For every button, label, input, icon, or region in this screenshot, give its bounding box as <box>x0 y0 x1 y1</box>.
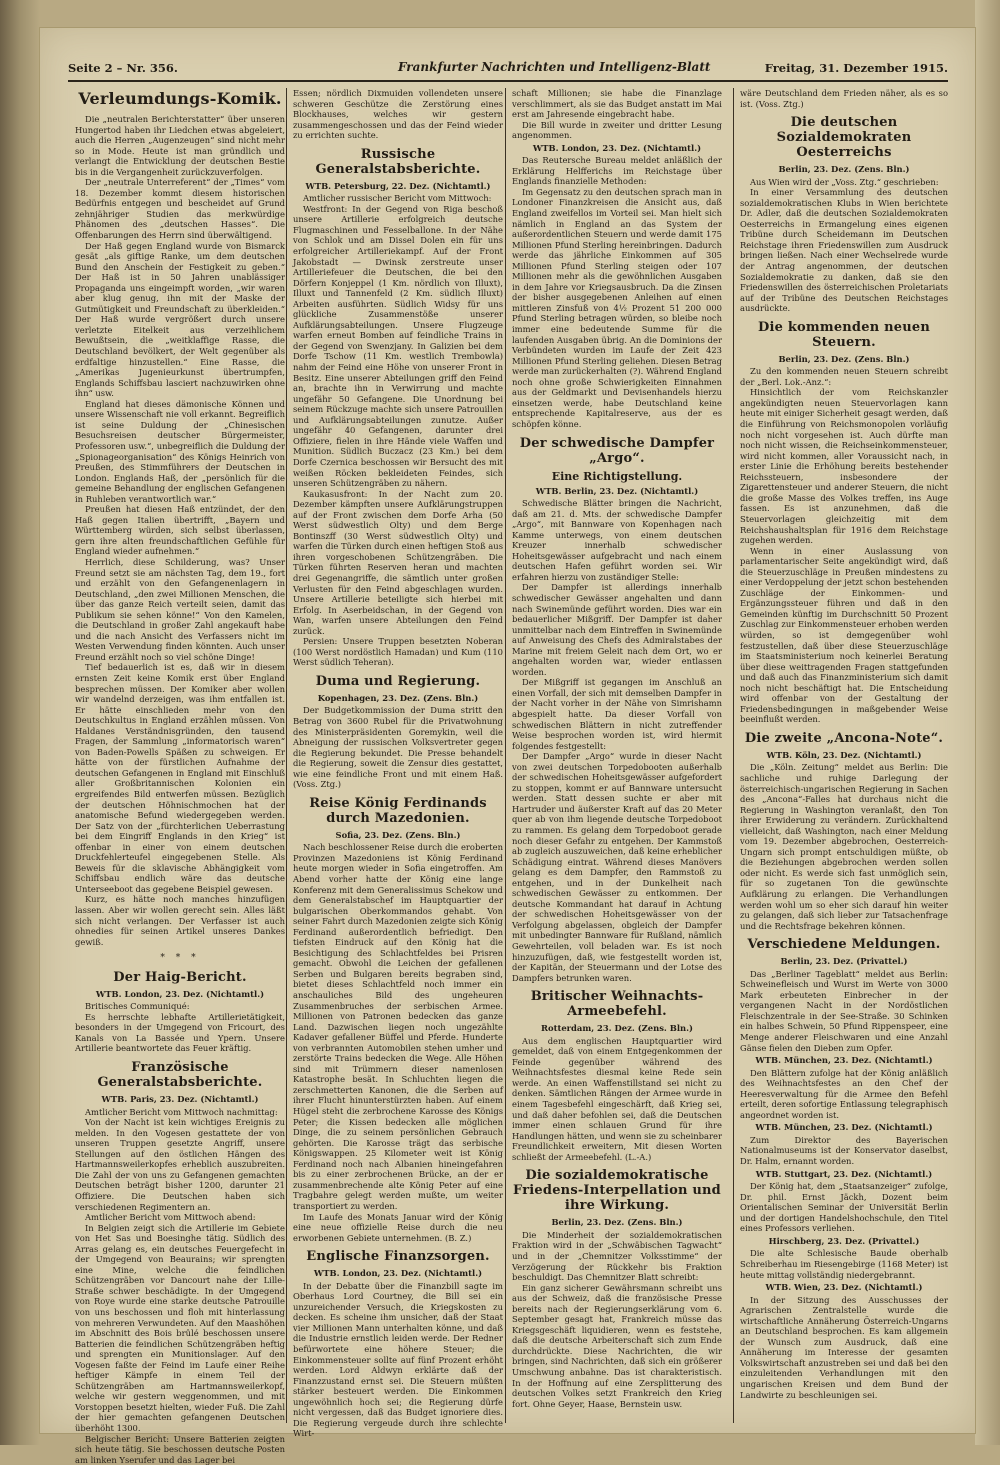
dateline: WTB. Wien, 23. Dez. (Nichtamtl.) <box>765 1282 923 1293</box>
paragraph: England hat dieses dämonische Können und unsere Wissenschaft nie voll erkannt. Begreiflich ist seine Duldung der „Chinesischen Besuchsreisen deutscher Bürgermeister, Professoren usw.“, unbegreiflich die Duldung der „Spionageorganisation“ des Königs Heinrich von Preußen, des Stimmführers der Deutschen in London. Englands Haß, der „persönlich für die gemeine Behandlung der englischen Gefangenen in Ruhleben verantwortlich war.“ <box>75 398 285 504</box>
paragraph: Der Dampfer „Argo“ wurde in dieser Nacht von zwei deutschen Torpedobooten außerhalb der schwedischen Hoheitsgewässer aufgefordert zu stoppen, kommt er auf Bannware untersucht werden. Statt dessen suchte er aber mit Hartruder und äußerster Kraft auf das 20 Meter quer ab von ihm liegende deutsche Torpedoboot zu rammen. Es gelang dem Torpedoboot gerade noch dieser Gefahr zu entgehen. Der Kammstoß ab zugleich auszuweichen, daß keine erheblicher Schädigung eintrat. Während dieses Manövers gelang es dem Dampfer, den Rammstoß zu entgehen, und in der Dunkelheit nach schwedischen Gewässer zu entkommen. Der deutsche Kommandant hat darauf in Achtung der schwedischen Hoheitsgewässer von der Verfolgung abgelassen, obgleich der Dampfer mit unbedingter Bannware für Rußland, nämlich Gewehrteilen, voll beladen war. Es ist noch hinzuzufügen, daß, wie festgestellt worden ist, der Kapitän, der Steuermann und der Lotse des Dampfers betrunken waren. <box>512 751 722 983</box>
dateline: WTB. London, 23. Dez. (Nichtamtl.) <box>95 988 265 999</box>
article-title: Französische Generalstabsberichte. <box>97 1060 263 1091</box>
dateline: WTB. London, 23. Dez. (Nichtamtl.) <box>532 142 702 153</box>
article-title: Die zweite „Ancona-Note“. <box>744 730 944 746</box>
paragraph: Aus Wien wird der „Voss. Ztg.“ geschrieben: <box>750 176 939 187</box>
dateline: Berlin, 23. Dez. (Zens. Bln.) <box>551 1217 683 1228</box>
paragraph: Der „neutrale Unterreferent“ der „Times“ vom 18. Dezember kommt diesem historischen Bedürfnis entgegen und bescheidet auf Grund zehnjähriger Studien das merkwürdige Phänomen des „deutschen Hasses“. Die Offenbarungen des Herrn sind überwältigend. <box>75 177 285 241</box>
dateline: WTB. Stuttgart, 23. Dez. (Nichtamtl.) <box>755 1168 933 1179</box>
paragraph: wäre Deutschland dem Frieden näher, als es so ist. (Voss. Ztg.) <box>740 88 948 109</box>
dateline: WTB. München, 23. Dez. (Nichtamtl.) <box>755 1055 933 1066</box>
dateline: Rotterdam, 23. Dez. (Zens. Bln.) <box>541 1023 693 1034</box>
dateline: Kopenhagen, 23. Dez. (Zens. Bln.) <box>317 692 479 703</box>
paragraph: Preußen hat diesen Haß entzündet, der den Haß gegen Italien übertrifft, „Bayern und Württemberg würden, sich selbst überlassen, gern ihre alten freundschaftlichen Gefühle für England wieder aufnehmen.“ <box>75 504 285 557</box>
paragraph: In der Debatte über die Finanzbill sagte im Oberhaus Lord Courtney, die Bill sei ein unzureichender Versuch, die Kriegskosten zu decken. Es scheine ihm unsicher, daß der Staat vier Millionen Mann unterhalten könne, und daß die Industrie ernstlich leiden werde. Der Redner befürwortete eine höhere Steuer; die Einkommensteuer sollte auf fünf Prozent erhöht werden. Lord Aldwyn erklärte daß der Finanzzustand ernst sei. Die Steuern müßten stärker besteuert werden. Die Einkommen ungewöhnlich hoch sei; die Regierung dürfe nicht vergessen, daß das Budget ignoriere dies. Die Regierung vergeude durch ihre schlechte Wirt- <box>293 1280 503 1439</box>
column-4 <box>740 88 948 1423</box>
column-rule <box>286 88 287 1423</box>
separator-stars: * * * <box>160 953 200 964</box>
dateline: WTB. Paris, 23. Dez. (Nichtamtl.) <box>101 1094 259 1105</box>
paragraph: Der Mißgriff ist gegangen im Anschluß an einen Vorfall, der sich mit demselben Dampfer in der Nacht vorher in der Nähe von Simrishamn abgespielt hatte. Da dieser Vorfall von schwedischen Blättern in nicht zutreffender Weise besprochen worden ist, wird hiermit folgendes festgestellt: <box>512 677 722 751</box>
paragraph: Der König hat, dem „Staatsanzeiger“ zufolge, Dr. phil. Ernst Jäckh, Dozent beim Orientalischen Seminar der Universität Berlin und der dortigen Handelshochschule, den Titel eines Professors verliehen. <box>740 1181 948 1234</box>
paragraph: Im Laufe des Monats Januar wird der König eine neue offizielle Reise durch die neu erworbenen Gebiete unternehmen. (B. Z.) <box>293 1211 503 1243</box>
paragraph: In der Sitzung des Ausschusses der Agrarischen Zentralstelle wurde die wirtschaftliche Annäherung Österreich-Ungarns an Deutschland besprochen. Es kam allgemein der Wunsch zum Ausdruck, daß eine Annäherung im Interesse der gesamten Volkswirtschaft anzustreben sei und daß bei den einzuleitenden Verhandlungen mit den ungarischen Kreisen und dem Bund der Landwirte zu beschleunigen sei. <box>740 1294 948 1400</box>
dateline: WTB. London, 23. Dez. (Nichtamtl.) <box>313 1268 483 1279</box>
paragraph: Amtlicher Bericht vom Mittwoch abend: <box>85 1212 256 1223</box>
article-title: Englische Finanzsorgen. <box>306 1249 490 1265</box>
paragraph: Die Minderheit der sozialdemokratischen Fraktion wird in der „Schwäbischen Tagwacht“ und in der „Chemnitzer Volksstimme“ der Verzögerung der Rückkehr bis Fraktion beschuldigt. Das Chemnitzer Blatt schreibt: <box>512 1229 722 1283</box>
paragraph: Belgischer Bericht: Unsere Batterien zeigten sich heute tätig. Sie beschossen deutsche Posten am linken Yserufer und das Lager bei <box>75 1433 285 1465</box>
page-right-edge <box>975 0 1000 1445</box>
paragraph: Britisches Communiqué: <box>85 1001 190 1012</box>
paragraph: Nach beschlossener Reise durch die eroberten Provinzen Mazedoniens ist König Ferdinand heute morgen wieder in Sofia eingetroffen. Am Abend vorher hatte der König eine lange Konferenz mit dem Generalissimus Schekow und dem Generalstabschef im Hauptquartier der bulgarischen Oberkommandos gehabt. Von seiner Fahrt durch Mazedonien zeigte sich König Ferdinand außerordentlich befriedigt. Den tiefsten Eindruck auf den König hat die Besichtigung des Schlachtfeldes bei Prisren gemacht. Obwohl die Leichen der gefallenen Serben und Bulgaren bereits begraben sind, bietet dieses Schlachtfeld noch immer ein anschauliches Bild des ungeheuren Zusammenbruches der serbischen Armee. Millionen von Patronen bedecken das ganze Land. Dazwischen liegen noch ungezählte Kadaver gefallener Büffel und Pferde. Hunderte von verbrannten Automobilen stehen umher und zerstörte Trains bedecken die Wege. Alle Höhen sind mit Trümmern dieser namenlosen Katastrophe besät. In Schluchten liegen die zerschmetterten Kanonen, die die Serben auf ihrer Flucht hinunterstürzten haben. Auf einem Hügel steht die zerbrochene Karosse des Königs Peter; die Kissen bedecken alle möglichen Dinge, die zu seinem persönlichen Gebrauch gehörten. Die Karosse trägt das serbische Königswappen. 25 Kilometer weit ist König Ferdinand noch nach Albanien hineingefahren bis zu einer zerbrochenen Brücke, an der er zusammenbrechende alte König Peter auf eine Tragbahre gelegt werden mußte, um weiter transportiert zu werden. <box>293 842 503 1211</box>
article-title: Russische Generalstabsberichte. <box>315 146 481 177</box>
paragraph: Die „Köln. Zeitung“ meldet aus Berlin: Die sachliche und ruhige Darlegung der österreichisch-ungarischen Regierung in Sachen des „Ancona“-Falles hat durchaus nicht die Regierung in Washington veranlaßt, den Ton ihrer Erwiderung zu verändern. Zurückhaltend vielleicht, daß Washington, nach einer Meldung vom 19. Dezember abgebrochen, Oesterreich-Ungarn sich prompt entschuldigen müßte, ob die Beziehungen abgebrochen werden sollen oder nicht. Es werde sich fast unmöglich sein, für so zugetanen Ton die gewünschte Aufklärung zu erlangen. Die Verhandlungen werden wohl um so eher sich darauf hin weiter zu gelangen, daß sich lieber zur Tatsachenfrage und die Rechtsfrage bekehren können. <box>740 762 948 931</box>
column-rule <box>733 88 734 1423</box>
paragraph: Das „Berliner Tageblatt“ meldet aus Berlin: Schweinefleisch und Wurst im Werte von 3000 Mark erbeuteten Einbrecher in der vergangenen Nacht in der Nordöstlichen Fleischzentrale in der See-Straße. 30 Schinken ein halbes Schwein, 50 Pfund Rippenspeer, eine Menge anderer Fleischwaren und eine Anzahl Gänse fielen den Dieben zum Opfer. <box>740 968 948 1053</box>
column-3 <box>512 88 722 1423</box>
page-number: Seite 2 – Nr. 356. <box>68 61 178 75</box>
article-title: Britischer Weihnachts-Armeebefehl. <box>530 989 704 1020</box>
column-rule <box>505 88 506 1423</box>
issue-date: Freitag, 31. Dezember 1915. <box>764 61 948 75</box>
paragraph: schaft Millionen; sie habe die Finanzlage verschlimmert, als sie das Budget anstatt im Mai erst am Jahresende eingebracht habe. <box>512 88 722 120</box>
paragraph: Der Haß gegen England wurde von Bismarck gesät „als giftige Ranke, um dem deutschen Bund den Anschein der Festigkeit zu geben.“ Der Haß ist in 50 Jahren unablässiger Propaganda uns eingeimpft worden, „wir waren aber klug genug, ihn mit der Maske der Gutmütigkeit und Freundschaft zu überkleiden.“ Der Haß wurde vergrößert durch unsere verletzte Eitelkeit aus verzeihlichem Bewußtsein, die „weitklaffige Rasse, die Deutschland bevölkert, der Welt gegenüber als erdfaltige hinzustellen.“ Eine Rasse, die „Amerikas Jugenieurkunst übertrumpfen, Englands Schiffsbau lasciert nachzuwirken ohne ihn“ usw. <box>75 240 285 399</box>
paragraph: Die „neutralen Berichterstatter“ über unseren Hungertod haben ihr Liedchen etwas abgeleiert, auch die Herren „Augenzeugen“ sind nicht mehr so in Mode. Heute ist man gründlich und verlangt die Entwicklung der deutschen Bestie bis in die Vergangenheit zurückzuverfolgen. <box>75 114 285 177</box>
paragraph: Der Dampfer ist allerdings innerhalb schwedischer Gewässer angehalten und dann nach Swinemünde geführt worden. Dies war ein bedauerlicher Mißgriff. Der Dampfer ist daher unmittelbar nach dem Eintreffen in Swinemünde auf Anweisung des Chefs des Admiralstabes der Marine mit freiem Geleit nach dem Ort, wo er angehalten worden war, wieder entlassen worden. <box>512 582 722 677</box>
paragraph: Hinsichtlich der vom Reichskanzler angekündigten neuen Steuervorlagen kann heute mit einiger Sicherheit gesagt werden, daß die Einführung von Reichsmonopolen vorläufig noch nicht vorgesehen ist. Auch dürfte man noch nicht wissen, die Reichseinkommensteuer, wird nicht kommen, aller Voraussicht nach, in erster Linie die Erhöhung bereits bestehender Reichssteuern, insbesondere der Zigarettensteuer und anderer Steuern, die nicht die große Masse des Volkes treffen, ins Auge fassen. Es ist anzunehmen, daß die Steuervorlagen gleichzeitig mit dem Reichshaushaltsplan für 1916 dem Reichstage zugehen werden. <box>740 387 948 546</box>
paragraph: Zu den kommenden neuen Steuern schreibt der „Berl. Lok.-Anz.“: <box>740 366 948 387</box>
paragraph: Wenn in einer Auslassung von parlamentarischer Seite angekündigt wird, daß die Steuerzuschläge in Preußen mindestens zu einer Verdoppelung der jetzt schon bestehenden Zuschläge der Einkommen- und Ergänzungssteuer führen und daß in den Gemeinden künftig im Durchschnitt 50 Prozent Zuschlag zur Einkommensteuer erhoben werden würden, so ist demgegenüber wohl festzustellen, daß über diese Steuerzuschläge im Staatsministerium noch keinerlei Beratung über diese weittragenden Fragen stattgefunden und daß auch das Finanzministerium sich damit noch nicht beschäftigt hat. Die Entscheidung wird offenbar von der Gestaltung der Friedensbedingungen in maßgebender Weise beeinflußt werden. <box>740 545 948 725</box>
paragraph: Amtlicher Bericht vom Mittwoch nachmittag: <box>85 1106 278 1117</box>
column-1 <box>75 88 285 1465</box>
dateline: Berlin, 23. Dez. (Zens. Bln.) <box>778 164 910 175</box>
dateline: Berlin, 23. Dez. (Zens. Bln.) <box>778 353 910 364</box>
paragraph: Aus dem englischen Hauptquartier wird gemeldet, daß von einem Entgegenkommen der Feinde gegenüber während des Weihnachtsfestes diesmal keine Rede sein werde. An einen Waffenstillstand sei nicht zu denken. Sämtlichen Rängen der Armee wurde in einem Tagesbefehl eingeschärft, daß Krieg sei, und daß daher befohlen sei, daß die Deutschen immer einen schlauen Grund für ihre Handlungen hätten, und wenn sie zu scheinbarer Freundlichkeit erweitern, Mit diesen Worten schließt der Armeebefehl. (L.-A.) <box>512 1035 722 1162</box>
article-title: Verleumdungs-Komik. <box>78 89 282 108</box>
paragraph: Westfront: In der Gegend von Riga beschoß unsere Artillerie erfolgreich deutsche Flugmaschinen und Fesselballone. In der Nähe von Schlok und am Dissel Dolen ein für uns erfolgreicher Artilleriekampf. Auf der Front Jakobstadt — Dwinsk zerstreute unser Artilleriefeuer die Deutschen, die bei den Dörfern Konjeppel (1 Km. nördlich von Illuxt), Illuxt und Tannenfeld (2 Km. südlich Illuxt) Arbeiten ausführten. Südlich Widsy für uns glückliche Zusammenstöße unserer Aufklärungsabteilungen. Unsere Flugzeuge warfen erneut Bomben auf feindliche Trains in der Gegend von Swenzjany. In Galizien bei dem Dorfe Tschow (11 Km. westlich Trembowla) nahm der Feind eine Höhe von unserer Front in Besitz. Eine unserer Abteilungen griff den Feind an, brachte ihn in Verwirrung und machte ungefähr 50 Gefangene. Die Unordnung bei seinem Rückzuge machte sich unsere Patrouillen und Aufklärungsabteilungen zunutze. Außer ungefähr 40 Gefangenen, darunter drei Offiziere, fielen in ihre Hände viele Waffen und Munition. Südlich Buczacz (23 Km.) bei dem Dorfe Czernica beschossen wir Bersucht des mit weißen Röcken bekleideten Feindes, sich unseren Schützengräben zu nähern. <box>293 203 503 489</box>
dateline: WTB. München, 23. Dez. (Nichtamtl.) <box>755 1122 933 1133</box>
article-title: Die sozialdemokratische Friedens-Interpellation und ihre Wirkung. <box>513 1168 721 1214</box>
dateline: WTB. Petersburg, 22. Dez. (Nichtamtl.) <box>305 180 491 191</box>
paragraph: Der Budgetkommission der Duma stritt den Betrag von 3600 Rubel für die Privatwohnung des Ministerpräsidenten Goremykin, weil die Abneigung der russischen Volksvertreter gegen die Regierung bekundet. Die Presse behandelt die Regierung, soweit die Zensur dies gestattet, wie eine feindliche Front und mit einem Haß. (Voss. Ztg.) <box>293 705 503 790</box>
paragraph: Essen; nördlich Dixmuiden vollendeten unsere schweren Geschütze die Zerstörung eines Blockhauses, welches wir gestern zusammengeschossen und das der Feind wieder zu errichten suchte. <box>293 88 503 141</box>
paragraph: In Belgien zeigt sich die Artillerie im Gebiete von Het Sas und Boesinghe tätig. Südlich des Arras gelang es, ein deutsches Feuergefecht in der Umgegend von Beaurains; wir sprengten eine Mine, welche die feindlichen Schützengräben vor Dancourt nahe der Lille-Straße schwer beschädigte. In der Umgegend von Roye wurde eine starke deutsche Patrouille von uns beschossen und floh mit hinterlassung von mehreren Verwundeten. Auf den Maashöhen im Abschnitt des Bois brûlé beschossen unsere Batterien die feindlichen Schützengräben heftig und sprengten ein Munitionslager. Auf den Vogesen faßte der Feind im Laufe einer Reihe heftiger Kämpfe in einem Teil der Schützengräben am Hartmannsweilerkopf, welche wir gestern weggenommen, und mit Vorstoppen besetzt hielten, wieder Fuß. Die Zahl der hier gemachten gefangenen Deutschen überhöht 1300. <box>75 1222 285 1433</box>
paragraph: Herrlich, diese Schilderung, was? Unser Freund setzt sie am nächsten Tag, dem 19., fort und erzählt von den Gefangenenlagern in Deutschland, „den zwei Millionen Menschen, die über das ganze Reich verteilt seien, damit das Publikum sie sehen könne!“ Von den Kamelen, die Deutschland in großer Zahl angekauft habe und die nach Ansicht des Verfassers nicht im Westen Verwendung finden könnten. Auch unser Freund erzählt noch so viel schöne Dinge! <box>75 556 285 662</box>
paragraph: Zum Direktor des Bayerischen Nationalmuseums ist der Konservator daselbst, Dr. Halm, ernannt worden. <box>740 1134 948 1167</box>
dateline: Hirschberg, 23. Dez. (Privattel.) <box>768 1235 920 1246</box>
paragraph: Persien: Unsere Truppen besetzten Noberan (100 Werst nordöstlich Hamadan) und Kum (110 Werst südlich Teheran). <box>293 636 503 668</box>
article-title: Reise König Ferdinands durch Mazedonien. <box>309 795 487 826</box>
paragraph: Den Blättern zufolge hat der König anläßlich des Weihnachtsfestes an den Chef der Heeresverwaltung für die Armee den Befehl erteilt, deren sofortige Entlassung telegraphisch angeordnet worden ist. <box>740 1067 948 1120</box>
paragraph: In einer Versammlung des deutschen sozialdemokratischen Klubs in Wien berichtete Dr. Adler, daß die deutschen Sozialdemokraten Oesterreichs in Ermangelung eines eigenen Tribüne durch Scheidemann im Deutschen Reichstage ihren Friedenswillen zum Ausdruck bringen ließen. Nach einer Wechselrede wurde der Antrag angenommen, der deutschen Sozialdemokratie zu danken, daß sie den Friedenswillen des österreichischen Proletariats auf der Tribüne des Deutschen Reichstages ausdrückte. <box>740 187 948 314</box>
paragraph: Es herrschte lebhafte Artillerietätigkeit, besonders in der Umgegend von Fricourt, des Kanals von La Bassée und Ypern. Unsere Artillerie beantwortete das Feuer kräftig. <box>75 1011 285 1054</box>
paragraph: Amtlicher russischer Bericht vom Mittwoch: <box>303 193 492 204</box>
paragraph: Tief bedauerlich ist es, daß wir in diesem ernsten Zeit keine Komik erst über England besprechen müssen. Der Komiker aber wollen wir wandelnd derzeigen, was ihm entfallen ist. Er hätte einschlieden mehr von den Deutschkultus in England erzählen müssen. Von Haldanes Verständnisgründen, den tausend Fragen, der Sammlung „informatorisch waren“ von Baden-Powells Späßen zu schweigen. Er hätte von der fürstlichen Aufnahme der deutschen Gefangenen in England mit Einschluß aller Großbritannischen Kolonien ein ergreifendes Bild entwerfen müssen. Bezüglich der deutschen Höhnischmochen hat der anatomische Befund wiedergegeben werden. Der Satz von der „fürchterlichen Ueberrastung bei dem Eingriff Englands in den Krieg“ ist offenbar in einer von einem deutschen Druckfehlerteufel eingegebenen Stelle. Als Beweis für die sklavische Abhängigkeit vom Schiffsbau endlich wäre das deutsche Unterseeboot das gegebene Beispiel gewesen. <box>75 662 285 894</box>
paragraph: Die Bill wurde in zweiter und dritter Lesung angenommen. <box>512 119 722 141</box>
article-title: Die kommenden neuen Steuern. <box>758 319 930 350</box>
article-title: Verschiedene Meldungen. <box>747 937 941 953</box>
dateline: WTB. Berlin, 23. Dez. (Nichtamtl.) <box>535 485 699 496</box>
page-header <box>68 58 948 82</box>
paragraph: Kaukasusfront: In der Nacht zum 20. Dezember kämpften unsere Aufklärungstruppen auf der Front zwischen dem Dorfe Arha (50 Werst südwestlich Olty) und dem Berge Bontinszff (30 Werst südwestlich Olty) und warfen die Türken durch einen heftigen Stoß aus ihren vorgeschobenen Schützengräben. Die Türken führten Reserven heran und machten drei Gegenangriffe, die sämtlich unter großen Verlusten für den Feind abgeschlagen wurden. Unsere Artillerie beteiligte sich hierbei mit Erfolg. In Aserbeidschan, in der Gegend von Wan, warfen unsere Abteilungen den Feind zurück. <box>293 488 503 636</box>
article-subtitle: Eine Richtigstellung. <box>551 469 683 483</box>
dateline: Berlin, 23. Dez. (Privattel.) <box>780 956 908 967</box>
paragraph: Im Gegensatz zu den deutschen sprach man in Londoner Finanzkreisen die Ansicht aus, daß England zweifellos im Vorteil sei. Man hielt sich nämlich in England an das System der außerordentlichen Steuern und werde damit 175 Millionen Pfund Sterling hereinbringen. Dadurch werde das jährliche Einkommen auf 305 Millionen Pfund Sterling steigen oder 107 Millionen mehr als die gewöhnlichen Ausgaben in dem Jahre vor Kriegsausbruch. Da die Zinsen der bisher ausgegebenen Anleihen auf einen mittleren Zinsfuß von 4½ Prozent 51 200 000 Pfund Sterling betragen würden, so bleibe noch immer eine bedeutende Summe für die laufenden Ausgaben übrig. An die Dominions der Verbündeten wurden im Laufe der Zeit 423 Millionen Pfund Sterling geliehen. Diesen Betrag werde man zurückerhalten (?). Während England noch ohne große Schwierigkeiten Einnahmen aus der Geldmarkt und Devisenhandels hierzu einsetzen werde, habe Deutschland keine entsprechende Kapitalreserve, aus der es schöpfen könne. <box>512 186 722 429</box>
dateline: WTB. Köln, 23. Dez. (Nichtamtl.) <box>766 749 922 760</box>
page-binding-edge <box>0 0 40 1445</box>
newspaper-title: Frankfurter Nachrichten und Intelligenz-Blatt <box>398 60 711 74</box>
article-title: Der schwedische Dampfer „Argo“. <box>519 435 715 466</box>
paragraph: Von der Nacht ist kein wichtiges Ereignis zu melden. In den Vogesen gestattete der von unseren Truppen gesetzte Angriff, unsere Stellungen auf den östlichen Hängen des Hartmannsweilerkopfes erheblich auszubreiten. Die Zahl der von uns zu Gefangenen gemachten Deutschen beträgt bisher 1200, darunter 21 Offiziere. Die Deutschen haben sich verschiedenen Regimentern an. <box>75 1117 285 1212</box>
paragraph: Das Reutersche Bureau meldet anläßlich der Erklärung Helfferichs im Reichstage über Englands finanzielle Methoden: <box>512 155 722 187</box>
paragraph: Ein ganz sicherer Gewährsmann schreibt uns aus der Schweiz, daß die französische Presse bereits nach der Regierungserklärung vom 6. September gesagt hat, Frankreich müsse das Kriegsgeschäft liquidieren, wenn es feststehe, daß die deutsche Arbeiterschaft sich zum Ende durchdrückte. Diese Nachrichten, die wir bringen, sind Nachrichten, daß sich ein größerer Umschwung anbahne. Das ist charakteristisch. In der Hoffnung auf eine Zersplitterung des deutschen Volkes setzt Frankreich den Krieg fort. Ohne Geyer, Haase, Bernstein usw. <box>512 1282 722 1409</box>
paragraph: Kurz, es hätte noch manches hinzufügen lassen. Aber wir wollen gerecht sein. Alles läßt sich nicht verlangen. Der Verfasser ist auch ohnedies für seinen Artikel unseres Dankes gewiß. <box>75 894 285 947</box>
article-title: Der Haig-Bericht. <box>113 969 247 985</box>
dateline: Sofia, 23. Dez. (Zens. Bln.) <box>335 829 461 840</box>
article-title: Die deutschen Sozialdemokraten Oesterreichs <box>776 115 912 161</box>
paragraph: Die alte Schlesische Baude oberhalb Schreiberhau im Riesengebirge (1168 Meter) ist heute mittag vollständig niedergebrannt. <box>740 1248 948 1280</box>
article-title: Duma und Regierung. <box>315 673 481 689</box>
paragraph: Schwedische Blätter bringen die Nachricht, daß am 21. d. Mts. der schwedische Dampfer „Argo“, mit Bannware von Kopenhagen nach Kamme unterwegs, von einem deutschen Kreuzer innerhalb schwedischer Hoheitsgewässer aufgebracht und nach einem deutschen Hafen geführt worden sei. Wir erfahren hierzu von zuständiger Stelle: <box>512 498 722 582</box>
column-2 <box>293 88 503 1439</box>
